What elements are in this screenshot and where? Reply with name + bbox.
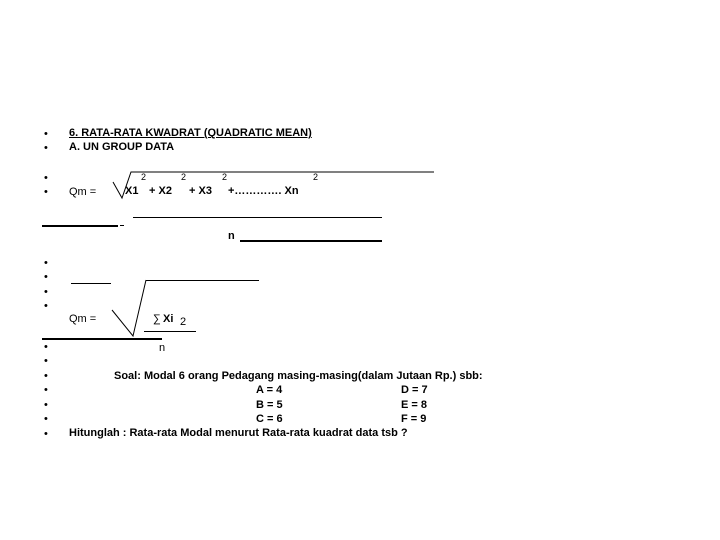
- formula2-fraction-bar: [144, 331, 196, 332]
- formula1-separator-line: [42, 225, 118, 227]
- problem-intro: Soal: Modal 6 orang Pedagang masing-masing(dalam Jutaan Rp.) sbb:: [114, 370, 483, 382]
- formula1-separator-tick: [120, 225, 124, 226]
- formula2-denominator: n: [159, 342, 166, 354]
- formula1-underline: [240, 240, 382, 242]
- formula1-term-xn: +…………. Xn: [228, 185, 299, 197]
- section-subtitle: A. UN GROUP DATA: [69, 141, 175, 153]
- formula1-term-x1: X1: [125, 185, 139, 197]
- value-f: F = 9: [401, 413, 427, 425]
- value-c: C = 6: [256, 413, 283, 425]
- value-a: A = 4: [256, 384, 283, 396]
- bullet-14: •: [44, 413, 48, 425]
- bullet-9: •: [44, 341, 48, 353]
- formula2-exp: 2: [180, 316, 187, 328]
- value-b: B = 5: [256, 399, 283, 411]
- bullet-8: •: [44, 300, 48, 312]
- formula1-denominator: n: [228, 230, 235, 242]
- bullet-5: •: [44, 257, 48, 269]
- bullet-3: •: [44, 172, 48, 184]
- formula2-radical-top: [146, 280, 259, 281]
- bullet-4: •: [44, 186, 48, 198]
- formula2-separator-line: [42, 338, 162, 340]
- bullet-7: •: [44, 286, 48, 298]
- formula2-short-line: [71, 283, 111, 284]
- problem-question: Hitunglah : Rata-rata Modal menurut Rata-rata kuadrat data tsb ?: [69, 427, 408, 439]
- section-title: 6. RATA-RATA KWADRAT (QUADRATIC MEAN): [69, 127, 312, 139]
- bullet-15: •: [44, 428, 48, 440]
- formula2-sum-symbol: ∑: [153, 313, 161, 325]
- formula1-lhs: Qm =: [69, 186, 97, 198]
- bullet-2: •: [44, 142, 48, 154]
- formula1-term-x2: + X2: [149, 185, 172, 197]
- formula2-lhs: Qm =: [69, 313, 97, 325]
- formula1-exp-3: 2: [222, 172, 228, 182]
- bullet-10: •: [44, 355, 48, 367]
- bullet-1: •: [44, 128, 48, 140]
- value-e: E = 8: [401, 399, 427, 411]
- formula1-term-x3: + X3: [189, 185, 212, 197]
- formula1-exp-2: 2: [181, 172, 187, 182]
- value-d: D = 7: [401, 384, 428, 396]
- formula1-fraction-bar: [133, 217, 382, 218]
- formula1-exp-1: 2: [141, 172, 147, 182]
- bullet-12: •: [44, 384, 48, 396]
- formula1-exp-4: 2: [313, 172, 319, 182]
- bullet-6: •: [44, 271, 48, 283]
- bullet-13: •: [44, 399, 48, 411]
- formula2-variable: Xi: [163, 313, 174, 325]
- bullet-11: •: [44, 370, 48, 382]
